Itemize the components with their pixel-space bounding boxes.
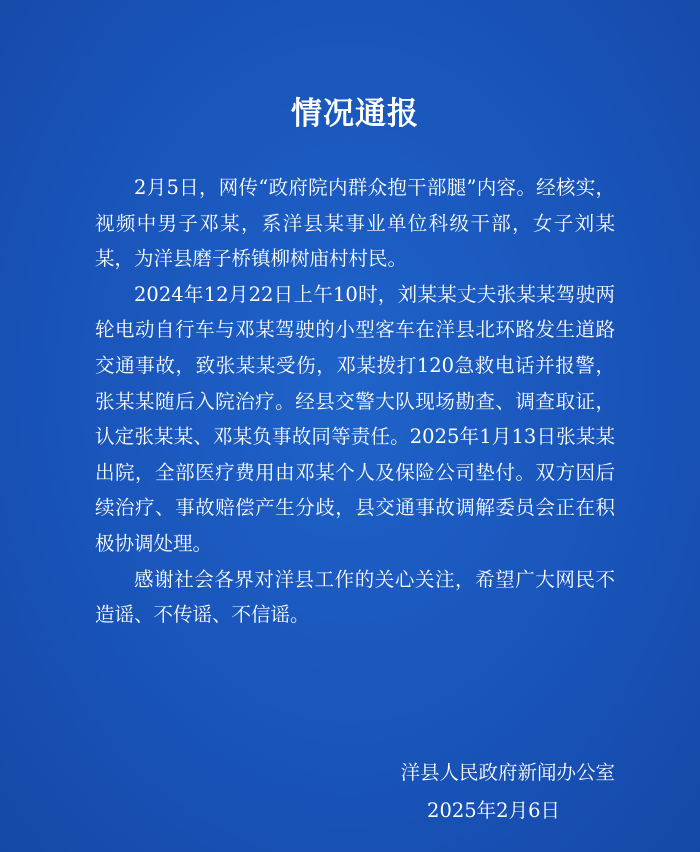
paragraph-1: 2月5日，网传“政府院内群众抱干部腿”内容。经核实，视频中男子邓某，系洋县某事业单位科级干部，女子刘某某，为洋县磨子桥镇柳树庙村村民。 — [95, 176, 615, 271]
paragraph-3: 感谢社会各界对洋县工作的关心关注，希望广大网民不造谣、不传谣、不信谣。 — [95, 567, 615, 627]
notice-title: 情况通报 — [291, 96, 419, 132]
paragraph-2: 2024年12月22日上午10时，刘某某丈夫张某某驾驶两轮电动自行车与邓某驾驶的小型客车在洋县北环路发生道路交通事故，致张某某受伤，邓某拨打120急救电话并报警，张某某随后入院治疗。经县交警大队现场勘查、调查取证，认定张某某、邓某负事故同等责任。2025年1月13日张某某出院，全部医疗费用由邓某个人及保险公司垫付。双方因后续治疗、事故赔偿产生分歧，县交通事故调解委员会正在积极协调处理。 — [95, 282, 615, 555]
notice-body — [95, 170, 615, 633]
issuing-organization: 洋县人民政府新闻办公室 — [400, 761, 615, 784]
issue-date: 2025年2月6日 — [427, 799, 560, 822]
